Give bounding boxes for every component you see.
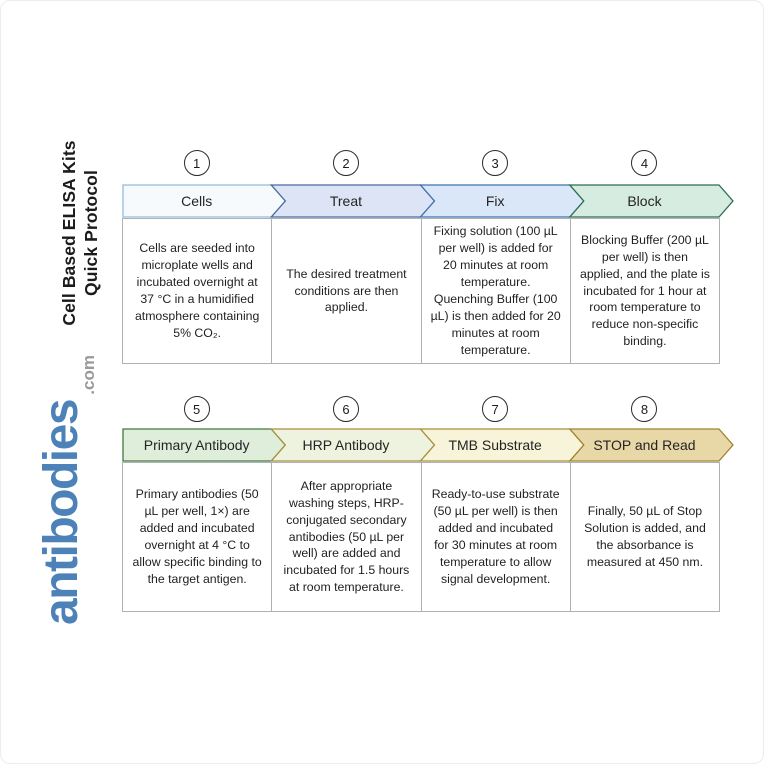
step-column-7 bbox=[421, 396, 570, 613]
brand-logo-suffix: .com bbox=[79, 355, 98, 395]
step-number-badge: 2 bbox=[333, 150, 359, 176]
step-number-badge: 7 bbox=[482, 396, 508, 422]
step-number-badge: 8 bbox=[631, 396, 657, 422]
step-number-badge: 4 bbox=[631, 150, 657, 176]
step-description: Finally, 50 µL of Stop Solution is added, and the absorbance is measured at 450 nm. bbox=[570, 462, 720, 612]
step-column-2 bbox=[271, 150, 420, 365]
step-column-1 bbox=[122, 150, 271, 365]
step-description: The desired treatment conditions are then applied. bbox=[271, 218, 421, 364]
step-number-badge: 5 bbox=[184, 396, 210, 422]
step-column-3 bbox=[421, 150, 570, 365]
brand-logo-text: antibodies bbox=[35, 399, 88, 625]
protocol-row-2 bbox=[122, 396, 738, 613]
protocol-title bbox=[58, 123, 104, 343]
step-description: Blocking Buffer (200 µL per well) is then applied, and the plate is incubated for 1 hour at room temperature to reduce non-specific binding. bbox=[570, 218, 720, 364]
step-label: Fix bbox=[485, 193, 505, 209]
step-column-8 bbox=[570, 396, 719, 613]
step-description: Cells are seeded into microplate wells and incubated overnight at 37 °C in a humidified atmosphere containing 5% CO₂. bbox=[122, 218, 272, 364]
step-description: Fixing solution (100 µL per well) is added for 20 minutes at room temperature. Quenching Buffer (100 µL) is then added for 20 minutes at room temperature. bbox=[421, 218, 571, 364]
protocol-row-1 bbox=[122, 150, 738, 365]
step-label: Cells bbox=[181, 193, 213, 209]
protocol-title-line2: Quick Protocol bbox=[81, 170, 102, 296]
step-label: STOP and Read bbox=[593, 437, 696, 453]
brand-logo bbox=[35, 355, 110, 625]
step-description: After appropriate washing steps, HRP-conjugated secondary antibodies (50 µL per well) are added and incubated for 1.5 hours at room temperature. bbox=[271, 462, 421, 612]
step-label: Treat bbox=[329, 193, 363, 209]
step-number-badge: 6 bbox=[333, 396, 359, 422]
protocol-title-line1: Cell Based ELISA Kits bbox=[59, 140, 79, 326]
step-description: Primary antibodies (50 µL per well, 1×) are added and incubated overnight at 4 °C to allow specific binding to the target antigen. bbox=[122, 462, 272, 612]
step-number-badge: 3 bbox=[482, 150, 508, 176]
step-column-6 bbox=[271, 396, 420, 613]
step-label: HRP Antibody bbox=[302, 437, 390, 453]
step-column-4 bbox=[570, 150, 719, 365]
step-label: TMB Substrate bbox=[448, 437, 542, 453]
step-description: Ready-to-use substrate (50 µL per well) is then added and incubated for 30 minutes at room temperature to allow signal development. bbox=[421, 462, 571, 612]
step-label: Primary Antibody bbox=[143, 437, 250, 453]
step-number-badge: 1 bbox=[184, 150, 210, 176]
step-column-5 bbox=[122, 396, 271, 613]
step-label: Block bbox=[627, 193, 662, 209]
